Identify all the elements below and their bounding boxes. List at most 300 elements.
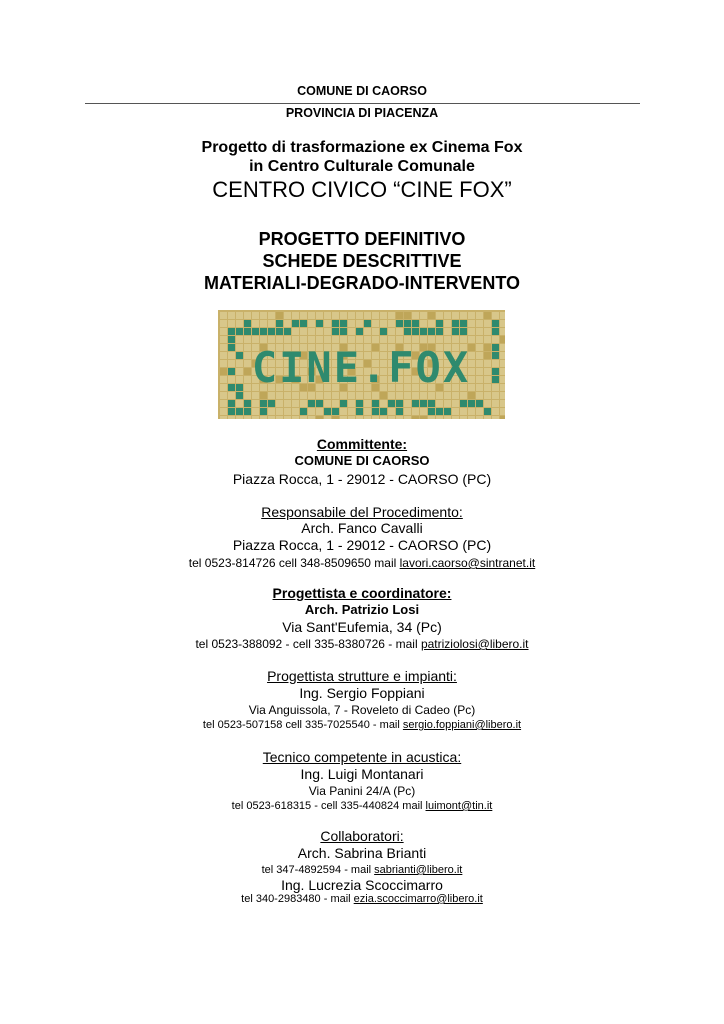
mosaic-tile	[284, 392, 291, 399]
mosaic-tile	[444, 320, 451, 327]
mosaic-tile	[436, 320, 443, 327]
acustica-phone-text: tel 0523-618315 - cell 335-440824 mail	[231, 800, 426, 812]
mosaic-tile	[284, 328, 291, 335]
strutture-contacts	[0, 719, 724, 731]
mosaic-tile	[244, 352, 251, 359]
acustica-name: Ing. Luigi Montanari	[300, 766, 424, 782]
committente-name: COMUNE DI CAORSO	[294, 453, 430, 468]
mosaic-tile	[252, 328, 259, 335]
mosaic-tile	[252, 416, 259, 419]
mosaic-tile	[372, 336, 379, 343]
mosaic-tile	[436, 328, 443, 335]
mosaic-tile	[476, 352, 483, 359]
mosaic-tile	[476, 344, 483, 351]
mosaic-tile	[324, 320, 331, 327]
committente-address: Piazza Rocca, 1 - 29012 - CAORSO (PC)	[232, 471, 492, 487]
mosaic-tile	[396, 312, 403, 319]
mosaic-tile	[468, 392, 475, 399]
committente-heading: Committente:	[316, 436, 408, 452]
mosaic-tile	[476, 384, 483, 391]
mosaic-tile	[460, 408, 467, 415]
mosaic-tile	[308, 328, 315, 335]
mosaic-tile	[292, 416, 299, 419]
mosaic-tile	[460, 400, 467, 407]
mosaic-tile	[236, 376, 243, 383]
mosaic-tile	[396, 392, 403, 399]
municipality-heading: COMUNE DI CAORSO	[297, 84, 427, 98]
mosaic-tile	[484, 320, 491, 327]
mosaic-tile	[452, 328, 459, 335]
mosaic-tile	[340, 312, 347, 319]
mosaic-tile	[500, 416, 505, 419]
mosaic-tile	[260, 400, 267, 407]
mosaic-tile	[244, 344, 251, 351]
mosaic-tile	[300, 320, 307, 327]
mosaic-tile	[388, 312, 395, 319]
mosaic-tile	[396, 336, 403, 343]
mosaic-tile	[260, 320, 267, 327]
mosaic-tile	[444, 328, 451, 335]
mosaic-tile	[252, 408, 259, 415]
mosaic-tile	[284, 416, 291, 419]
mosaic-tile	[340, 416, 347, 419]
mosaic-tile	[340, 400, 347, 407]
mosaic-tile	[300, 336, 307, 343]
mosaic-tile	[500, 392, 505, 399]
mosaic-tile	[476, 416, 483, 419]
mosaic-tile	[364, 392, 371, 399]
mosaic-tile	[284, 336, 291, 343]
mosaic-tile	[244, 312, 251, 319]
mosaic-tile	[228, 376, 235, 383]
mosaic-tile	[308, 392, 315, 399]
mosaic-tile	[412, 392, 419, 399]
mosaic-tile	[388, 416, 395, 419]
mosaic-tile	[324, 416, 331, 419]
mosaic-tile	[404, 320, 411, 327]
mosaic-tile	[316, 336, 323, 343]
mosaic-tile	[500, 352, 505, 359]
mosaic-tile	[228, 384, 235, 391]
collaboratore-2-contacts	[0, 893, 724, 905]
mosaic-tile	[316, 392, 323, 399]
mosaic-tile	[404, 312, 411, 319]
mosaic-tile	[260, 328, 267, 335]
mosaic-graphic	[218, 310, 505, 419]
mosaic-tile	[460, 336, 467, 343]
mosaic-tile	[492, 408, 499, 415]
mosaic-tile	[412, 328, 419, 335]
mosaic-tile	[356, 400, 363, 407]
mosaic-tile	[420, 312, 427, 319]
mosaic-tile	[220, 416, 227, 419]
mosaic-tile	[404, 336, 411, 343]
mosaic-tile	[364, 400, 371, 407]
mosaic-tile	[324, 392, 331, 399]
mosaic-tile	[500, 368, 505, 375]
mosaic-tile	[300, 312, 307, 319]
responsabile-name: Arch. Fanco Cavalli	[301, 520, 423, 536]
mosaic-tile	[428, 312, 435, 319]
mosaic-tile	[484, 400, 491, 407]
mosaic-tile	[236, 312, 243, 319]
mosaic-tile	[332, 408, 339, 415]
progettista-email-link[interactable]: patriziolosi@libero.it	[420, 637, 529, 651]
mosaic-tile	[492, 328, 499, 335]
mosaic-tile	[356, 336, 363, 343]
mosaic-tile	[252, 320, 259, 327]
cine-fox-mosaic-image	[218, 310, 505, 419]
mosaic-tile	[244, 392, 251, 399]
mosaic-tile	[252, 336, 259, 343]
mosaic-tile	[436, 400, 443, 407]
mosaic-tile	[244, 328, 251, 335]
mosaic-tile	[324, 400, 331, 407]
collaboratore-2-phone-text: tel 340-2983480 - mail	[241, 893, 354, 905]
strutture-email-link[interactable]: sergio.foppiani@libero.it	[402, 719, 522, 731]
document-type-line2: SCHEDE DESCRITTIVE	[262, 251, 462, 271]
mosaic-tile	[428, 416, 435, 419]
mosaic-tile	[300, 400, 307, 407]
collaboratore-2-email-link[interactable]: ezia.scoccimarro@libero.it	[353, 893, 483, 905]
mosaic-tile	[476, 400, 483, 407]
mosaic-tile	[220, 336, 227, 343]
mosaic-tile	[404, 400, 411, 407]
progettista-address: Via Sant'Eufemia, 34 (Pc)	[282, 619, 442, 635]
mosaic-tile	[380, 328, 387, 335]
mosaic-tile	[252, 312, 259, 319]
mosaic-tile	[244, 360, 251, 367]
mosaic-tile	[260, 336, 267, 343]
mosaic-tile	[396, 416, 403, 419]
mosaic-tile	[340, 408, 347, 415]
mosaic-tile	[260, 392, 267, 399]
mosaic-tile	[244, 368, 251, 375]
mosaic-tile	[228, 312, 235, 319]
mosaic-tile	[260, 408, 267, 415]
mosaic-tile	[308, 408, 315, 415]
strutture-name: Ing. Sergio Foppiani	[299, 685, 425, 701]
mosaic-tile	[388, 408, 395, 415]
mosaic-tile	[476, 336, 483, 343]
mosaic-tile	[500, 408, 505, 415]
mosaic-tile	[236, 336, 243, 343]
mosaic-tile	[236, 352, 243, 359]
mosaic-tile	[220, 408, 227, 415]
collaboratore-1-contacts	[0, 864, 724, 876]
mosaic-tile	[220, 400, 227, 407]
acustica-address: Via Panini 24/A (Pc)	[308, 784, 416, 798]
mosaic-tile	[332, 328, 339, 335]
mosaic-tile	[492, 376, 499, 383]
mosaic-tile	[348, 416, 355, 419]
mosaic-tile	[236, 392, 243, 399]
mosaic-tile	[476, 392, 483, 399]
mosaic-tile	[396, 400, 403, 407]
mosaic-tile	[228, 392, 235, 399]
mosaic-tile	[380, 320, 387, 327]
mosaic-tile	[476, 312, 483, 319]
mosaic-tile	[492, 392, 499, 399]
mosaic-tile	[284, 408, 291, 415]
acustica-heading: Tecnico competente in acustica:	[262, 749, 462, 765]
acustica-email-link[interactable]: luimont@tin.it	[425, 800, 493, 812]
mosaic-tile	[244, 408, 251, 415]
mosaic-tile	[220, 392, 227, 399]
mosaic-tile	[332, 416, 339, 419]
mosaic-tile	[236, 360, 243, 367]
mosaic-tile	[484, 416, 491, 419]
mosaic-tile	[228, 416, 235, 419]
mosaic-tile	[292, 312, 299, 319]
collaboratore-1-email-link[interactable]: sabrianti@libero.it	[374, 864, 463, 876]
mosaic-tile	[484, 384, 491, 391]
mosaic-tile	[484, 408, 491, 415]
mosaic-tile	[484, 368, 491, 375]
responsabile-heading: Responsabile del Procedimento:	[261, 504, 463, 520]
mosaic-tile	[484, 392, 491, 399]
collaboratore-1-phone-text: tel 347-4892594 - mail	[261, 864, 375, 876]
mosaic-tile	[356, 392, 363, 399]
mosaic-tile	[388, 392, 395, 399]
mosaic-tile	[476, 320, 483, 327]
mosaic-tile	[484, 328, 491, 335]
mosaic-tile	[220, 328, 227, 335]
mosaic-tile	[260, 416, 267, 419]
mosaic-tile	[340, 328, 347, 335]
mosaic-tile	[420, 328, 427, 335]
mosaic-tile	[476, 368, 483, 375]
mosaic-tile	[484, 312, 491, 319]
mosaic-tile	[292, 408, 299, 415]
mosaic-tile	[308, 320, 315, 327]
mosaic-tile	[380, 312, 387, 319]
mosaic-tile	[356, 416, 363, 419]
mosaic-tile	[396, 320, 403, 327]
mosaic-tile	[252, 400, 259, 407]
mosaic-tile	[268, 392, 275, 399]
mosaic-tile	[380, 392, 387, 399]
mosaic-tile	[300, 392, 307, 399]
mosaic-tile	[460, 328, 467, 335]
mosaic-tile	[500, 320, 505, 327]
mosaic-tile	[492, 360, 499, 367]
mosaic-tile	[388, 328, 395, 335]
mosaic-tile	[324, 408, 331, 415]
mosaic-tile	[372, 312, 379, 319]
mosaic-tile	[412, 320, 419, 327]
mosaic-tile	[484, 376, 491, 383]
mosaic-tile	[436, 416, 443, 419]
mosaic-tile	[228, 320, 235, 327]
mosaic-tile	[236, 368, 243, 375]
mosaic-tile	[476, 408, 483, 415]
mosaic-tile	[220, 344, 227, 351]
mosaic-tile	[412, 400, 419, 407]
mosaic-tile	[340, 336, 347, 343]
mosaic-tile	[332, 400, 339, 407]
mosaic-tile	[324, 328, 331, 335]
mosaic-tile	[220, 352, 227, 359]
mosaic-tile	[292, 320, 299, 327]
mosaic-tile	[284, 312, 291, 319]
progettista-contacts	[0, 637, 724, 651]
mosaic-tile	[236, 344, 243, 351]
mosaic-tile	[476, 360, 483, 367]
mosaic-tile	[228, 328, 235, 335]
mosaic-tile	[356, 408, 363, 415]
document-type-line3: MATERIALI-DEGRADO-INTERVENTO	[203, 273, 520, 293]
mosaic-tile	[268, 312, 275, 319]
mosaic-tile	[404, 392, 411, 399]
mosaic-tile	[356, 320, 363, 327]
mosaic-tile	[348, 392, 355, 399]
mosaic-tile	[420, 400, 427, 407]
mosaic-tile	[412, 416, 419, 419]
mosaic-tile	[492, 320, 499, 327]
mosaic-tile	[452, 416, 459, 419]
mosaic-tile	[492, 400, 499, 407]
mosaic-tile	[444, 336, 451, 343]
mosaic-tile	[500, 360, 505, 367]
mosaic-tile	[228, 352, 235, 359]
mosaic-tile	[412, 336, 419, 343]
mosaic-tile	[468, 312, 475, 319]
mosaic-tile	[460, 392, 467, 399]
mosaic-tile	[260, 312, 267, 319]
mosaic-tile	[348, 408, 355, 415]
mosaic-tile	[420, 336, 427, 343]
mosaic-tile	[300, 416, 307, 419]
mosaic-tile	[452, 320, 459, 327]
mosaic-tile	[356, 312, 363, 319]
mosaic-tile	[292, 392, 299, 399]
province-heading: PROVINCIA DI PIACENZA	[285, 106, 439, 120]
mosaic-tile	[284, 320, 291, 327]
mosaic-tile	[236, 400, 243, 407]
mosaic-tile	[500, 384, 505, 391]
mosaic-tile	[500, 312, 505, 319]
mosaic-tile	[244, 320, 251, 327]
mosaic-tile	[244, 416, 251, 419]
mosaic-tile	[236, 328, 243, 335]
mosaic-tile	[492, 344, 499, 351]
mosaic-tile	[460, 416, 467, 419]
collaboratore-2-name: Ing. Lucrezia Scoccimarro	[281, 877, 443, 893]
mosaic-tile	[316, 320, 323, 327]
mosaic-tile	[476, 328, 483, 335]
mosaic-tile	[428, 408, 435, 415]
mosaic-tile	[404, 408, 411, 415]
mosaic-tile	[316, 312, 323, 319]
mosaic-tile	[468, 400, 475, 407]
mosaic-tile	[220, 320, 227, 327]
mosaic-tile	[372, 328, 379, 335]
mosaic-tile	[364, 408, 371, 415]
responsabile-email-link[interactable]: lavori.caorso@sintranet.it	[399, 556, 536, 570]
mosaic-tile	[220, 312, 227, 319]
mosaic-tile	[428, 392, 435, 399]
mosaic-tile	[484, 336, 491, 343]
mosaic-tile	[276, 312, 283, 319]
document-type-line1: PROGETTO DEFINITIVO	[258, 229, 466, 249]
mosaic-tile	[276, 320, 283, 327]
progettista-heading: Progettista e coordinatore:	[272, 585, 452, 601]
mosaic-tile	[428, 320, 435, 327]
mosaic-tile	[444, 392, 451, 399]
mosaic-tile	[324, 336, 331, 343]
mosaic-tile	[308, 416, 315, 419]
mosaic-tile	[348, 336, 355, 343]
mosaic-tile	[484, 352, 491, 359]
mosaic-tile	[484, 344, 491, 351]
mosaic-tile	[316, 400, 323, 407]
mosaic-tile	[292, 328, 299, 335]
mosaic-tile	[236, 408, 243, 415]
mosaic-tile	[468, 320, 475, 327]
mosaic-tile	[348, 400, 355, 407]
mosaic-tile	[484, 360, 491, 367]
mosaic-tile	[420, 408, 427, 415]
mosaic-tile	[412, 312, 419, 319]
mosaic-tile	[428, 400, 435, 407]
mosaic-tile	[476, 376, 483, 383]
mosaic-tile	[308, 400, 315, 407]
mosaic-tile	[372, 408, 379, 415]
mosaic-tile	[268, 400, 275, 407]
mosaic-tile	[468, 416, 475, 419]
mosaic-tile	[236, 416, 243, 419]
header-divider	[85, 103, 640, 104]
mosaic-tile	[300, 328, 307, 335]
mosaic-tile	[220, 368, 227, 375]
mosaic-tile	[308, 312, 315, 319]
mosaic-tile	[380, 416, 387, 419]
progettista-phone-text: tel 0523-388092 - cell 335-8380726 - mail	[195, 637, 421, 651]
mosaic-tile	[444, 416, 451, 419]
mosaic-tile	[396, 408, 403, 415]
mosaic-tile	[316, 328, 323, 335]
mosaic-tile	[324, 312, 331, 319]
mosaic-tile	[292, 336, 299, 343]
mosaic-tile	[372, 416, 379, 419]
mosaic-tile	[396, 328, 403, 335]
strutture-heading: Progettista strutture e impianti:	[267, 668, 457, 684]
mosaic-tile	[228, 360, 235, 367]
mosaic-tile	[372, 392, 379, 399]
responsabile-phone-text: tel 0523-814726 cell 348-8509650 mail	[188, 556, 400, 570]
mosaic-tile	[220, 376, 227, 383]
mosaic-tile	[492, 368, 499, 375]
mosaic-tile	[468, 408, 475, 415]
mosaic-tile	[452, 400, 459, 407]
mosaic-tile	[444, 408, 451, 415]
strutture-address: Via Anguissola, 7 - Roveleto di Cadeo (Pc)	[248, 703, 476, 717]
mosaic-tile	[380, 336, 387, 343]
mosaic-tile	[492, 352, 499, 359]
responsabile-address: Piazza Rocca, 1 - 29012 - CAORSO (PC)	[232, 537, 492, 553]
mosaic-tile	[364, 312, 371, 319]
mosaic-tile	[436, 336, 443, 343]
mosaic-tile	[228, 336, 235, 343]
mosaic-tile	[244, 400, 251, 407]
mosaic-tile	[452, 312, 459, 319]
mosaic-tile	[436, 312, 443, 319]
mosaic-tile	[364, 320, 371, 327]
mosaic-tile	[364, 336, 371, 343]
mosaic-tile	[316, 408, 323, 415]
mosaic-text: CINE.FOX	[251, 343, 471, 392]
